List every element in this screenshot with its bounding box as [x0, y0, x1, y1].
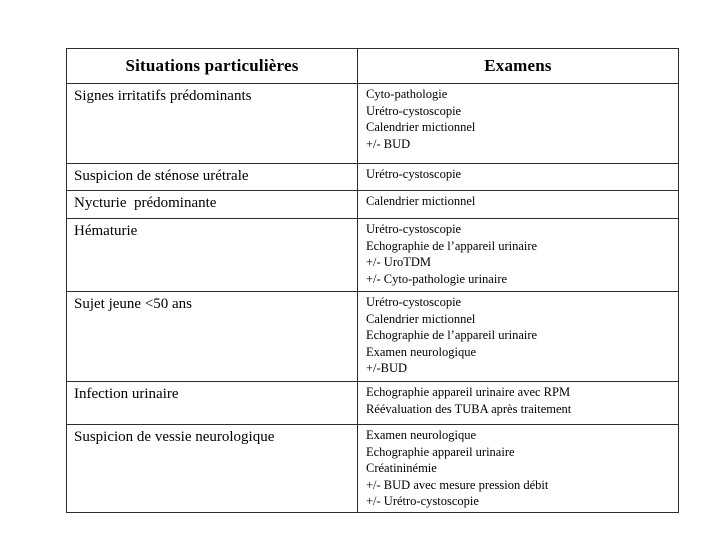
situation-cell: Signes irritatifs prédominants — [67, 84, 358, 164]
exam-line: Echographie appareil urinaire — [366, 444, 515, 459]
exams-cell — [358, 425, 679, 513]
exam-line: Urétro-cystoscopie — [366, 295, 462, 309]
exams-cell — [358, 191, 679, 219]
table-row — [67, 292, 679, 382]
table-row — [67, 219, 679, 292]
exam-line: +/- UroTDM — [366, 255, 432, 269]
exam-line: Examen neurologique — [366, 428, 477, 442]
exam-line: Calendrier mictionnel — [366, 311, 476, 326]
column-header-situations: Situations particulières — [67, 49, 358, 84]
column-header-examens: Examens — [358, 49, 679, 84]
table-row — [67, 191, 679, 219]
exam-line: Echographie de l’appareil urinaire — [366, 238, 538, 253]
exam-line: +/- BUD — [366, 136, 411, 151]
exams-cell — [358, 292, 679, 382]
exam-line: Calendrier mictionnel — [366, 120, 476, 134]
table-row — [67, 382, 679, 425]
exam-line: Examen neurologique — [366, 344, 477, 359]
exam-line: Echographie appareil urinaire avec RPM — [366, 385, 571, 399]
exam-line: Urétro-cystoscopie — [366, 167, 462, 181]
situations-examens-table — [66, 48, 679, 513]
exam-line: Cyto-pathologie — [366, 87, 448, 101]
situation-cell: Suspicion de sténose urétrale — [67, 164, 358, 191]
table-row — [67, 164, 679, 191]
exams-cell — [358, 164, 679, 191]
exam-line: Calendrier mictionnel — [366, 194, 476, 208]
header-row — [67, 49, 679, 84]
exams-cell — [358, 219, 679, 292]
exam-line: Urétro-cystoscopie — [366, 103, 462, 118]
exams-cell — [358, 84, 679, 164]
table-row — [67, 425, 679, 513]
exam-line: Réévaluation des TUBA après traitement — [366, 401, 572, 416]
exam-line: Echographie de l’appareil urinaire — [366, 328, 538, 342]
exam-line: +/- Cyto-pathologie urinaire — [366, 271, 508, 286]
situation-cell: Hématurie — [67, 219, 358, 292]
situation-cell: Nycturie prédominante — [67, 191, 358, 219]
table-row — [67, 84, 679, 164]
situation-cell: Suspicion de vessie neurologique — [67, 425, 358, 513]
exam-line: +/-BUD — [366, 361, 408, 375]
exam-line: Urétro-cystoscopie — [366, 222, 462, 236]
exam-line: +/- Urétro-cystoscopie — [366, 494, 479, 508]
exam-line: +/- BUD avec mesure pression débit — [366, 477, 549, 492]
exams-cell — [358, 382, 679, 425]
situation-cell: Infection urinaire — [67, 382, 358, 425]
exam-line: Créatininémie — [366, 461, 437, 475]
situation-cell: Sujet jeune <50 ans — [67, 292, 358, 382]
